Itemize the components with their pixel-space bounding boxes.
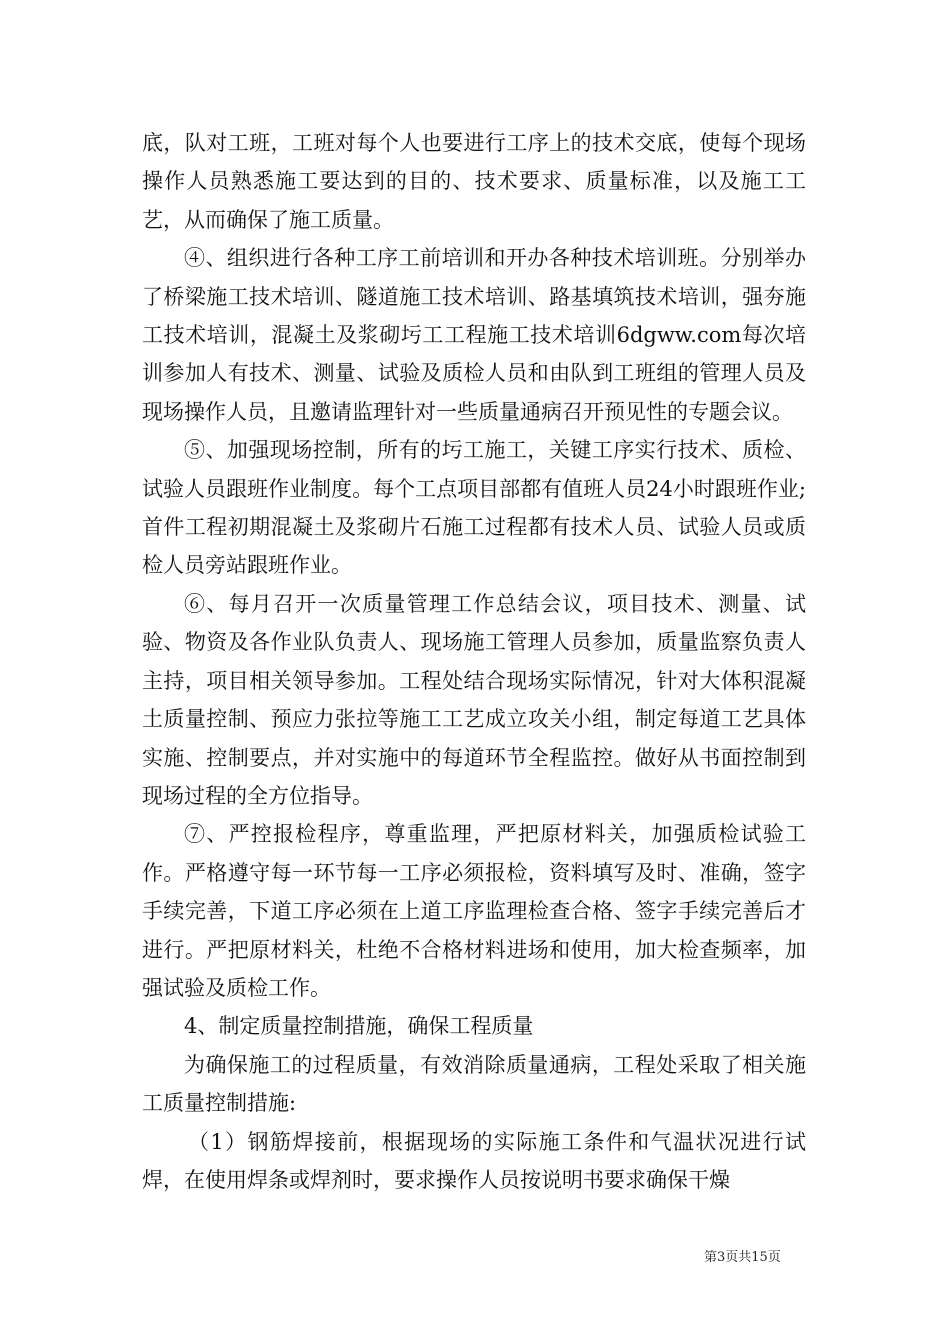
document-body (142, 124, 806, 1199)
paragraph-intro: 为确保施工的过程质量，有效消除质量通病，工程处采取了相关施工质量控制措施: (142, 1052, 806, 1116)
section-heading-4: 4、制定质量控制措施，确保工程质量 (184, 1014, 534, 1039)
paragraph-item-7: ⑦、严控报检程序，尊重监理，严把原材料关，加强质检试验工作。严格遵守每一环节每一工序必须报检，资料填写及时、准确，签字手续完善，下道工序必须在上道工序监理检查合格、签字手续完善后才进行。严把原材料关，杜绝不合格材料进场和使用，加大检查频率，加强试验及质检工作。 (142, 822, 806, 1000)
paragraph-measure-1: （1）钢筋焊接前，根据现场的实际施工条件和气温状况进行试焊，在使用焊条或焊剂时，要求操作人员按说明书要求确保干燥 (142, 1129, 806, 1192)
paragraph-item-6: ⑥、每月召开一次质量管理工作总结会议，项目技术、测量、试验、物资及各作业队负责人、现场施工管理人员参加，质量监察负责人主持，项目相关领导参加。工程处结合现场实际情况，针对大体积混凝土质量控制、预应力张拉等施工工艺成立攻关小组，制定每道工艺具体实施、控制要点，并对实施中的每道环节全程监控。做好从书面控制到现场过程的全方位指导。 (142, 591, 806, 808)
paragraph-continuation: 底，队对工班，工班对每个人也要进行工序上的技术交底，使每个现场操作人员熟悉施工要达到的目的、技术要求、质量标准，以及施工工艺，从而确保了施工质量。 (142, 131, 806, 232)
page-number: 第3页共15页 (704, 1250, 781, 1265)
paragraph-item-5: ⑤、加强现场控制，所有的圬工施工，关键工序实行技术、质检、试验人员跟班作业制度。每个工点项目部都有值班人员24小时跟班作业;首件工程初期混凝土及浆砌片石施工过程都有技术人员、试验人员或质检人员旁站跟班作业。 (142, 438, 806, 578)
paragraph-item-4: ④、组织进行各种工序工前培训和开办各种技术培训班。分别举办了桥梁施工技术培训、隧道施工技术培训、路基填筑技术培训，强夯施工技术培训，混凝土及浆砌圬工工程施工技术培训6dgww.com每次培训参加人有技术、测量、试验及质检人员和由队到工班组的管理人员及现场操作人员，且邀请监理针对一些质量通病召开预见性的专题会议。 (142, 246, 806, 424)
